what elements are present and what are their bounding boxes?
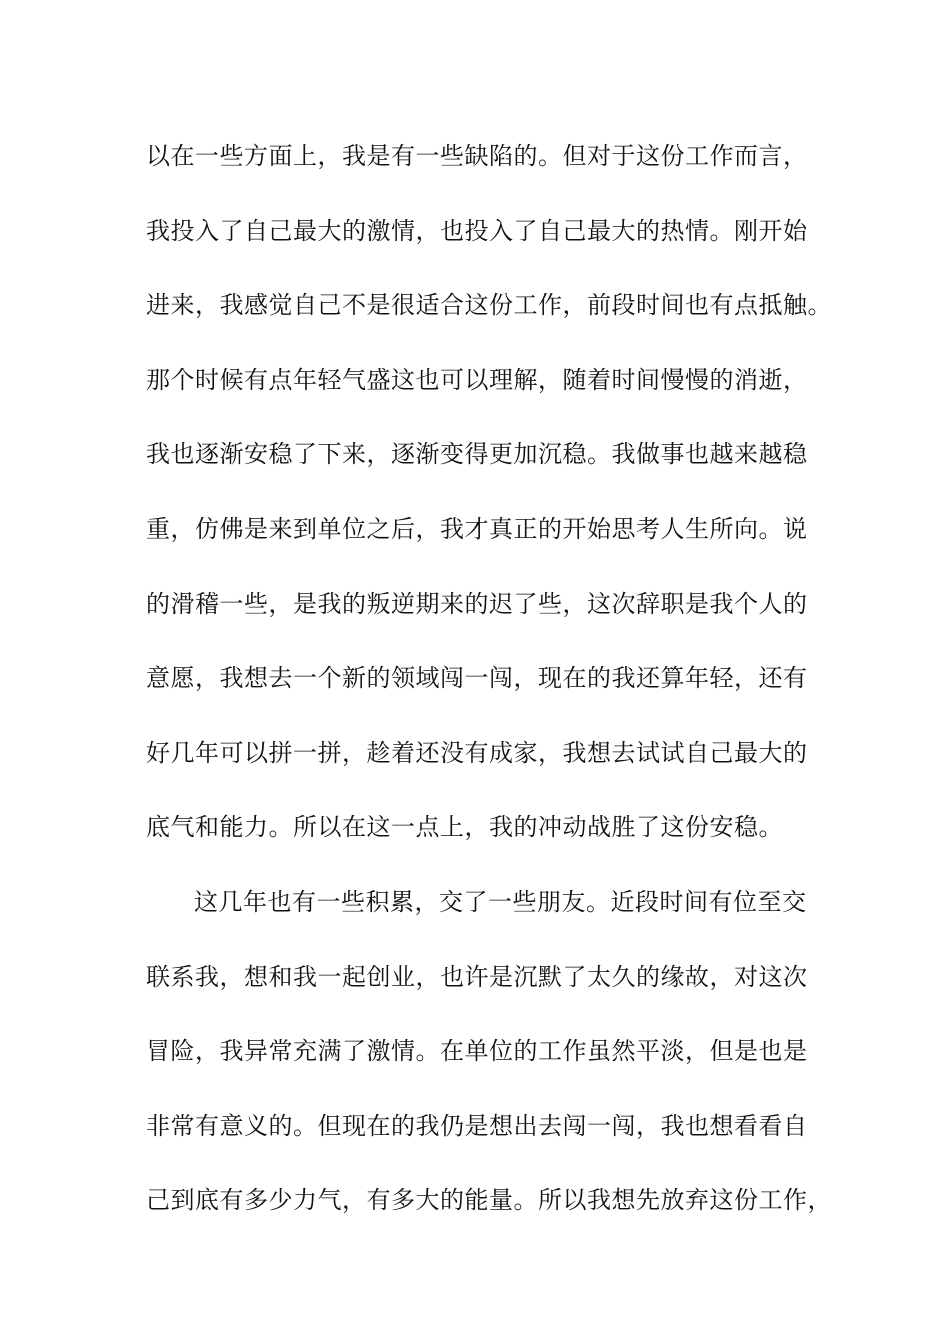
text-line: 我投入了自己最大的激情，也投入了自己最大的热情。刚开始	[146, 216, 808, 245]
text-line: 己到底有多少力气，有多大的能量。所以我想先放弃这份工作，	[146, 1186, 832, 1215]
body-text	[146, 126, 832, 1245]
text-line: 联系我，想和我一起创业，也许是沉默了太久的缘故，对这次	[146, 962, 808, 991]
text-line: 重，仿佛是来到单位之后，我才真正的开始思考人生所向。说	[146, 514, 808, 543]
text-line: 非常有意义的。但现在的我仍是想出去闯一闯，我也想看看自	[146, 1111, 808, 1140]
text-line: 那个时候有点年轻气盛这也可以理解，随着时间慢慢的消逝，	[146, 365, 808, 394]
text-line: 进来，我感觉自己不是很适合这份工作，前段时间也有点抵触。	[146, 291, 832, 320]
text-line: 好几年可以拼一拼，趁着还没有成家，我想去试试自己最大的	[146, 738, 808, 767]
text-line: 以在一些方面上，我是有一些缺陷的。但对于这份工作而言，	[146, 142, 808, 170]
text-line: 我也逐渐安稳了下来，逐渐变得更加沉稳。我做事也越来越稳	[146, 440, 808, 469]
text-line: 意愿，我想去一个新的领域闯一闯，现在的我还算年轻，还有	[146, 664, 808, 693]
paragraph-start-line: 这几年也有一些积累，交了一些朋友。近段时间有位至交	[194, 887, 807, 916]
text-line: 冒险，我异常充满了激情。在单位的工作虽然平淡，但是也是	[146, 1037, 808, 1066]
text-line: 底气和能力。所以在这一点上，我的冲动战胜了这份安稳。	[146, 813, 783, 842]
text-line: 的滑稽一些，是我的叛逆期来的迟了些，这次辞职是我个人的	[146, 589, 808, 618]
